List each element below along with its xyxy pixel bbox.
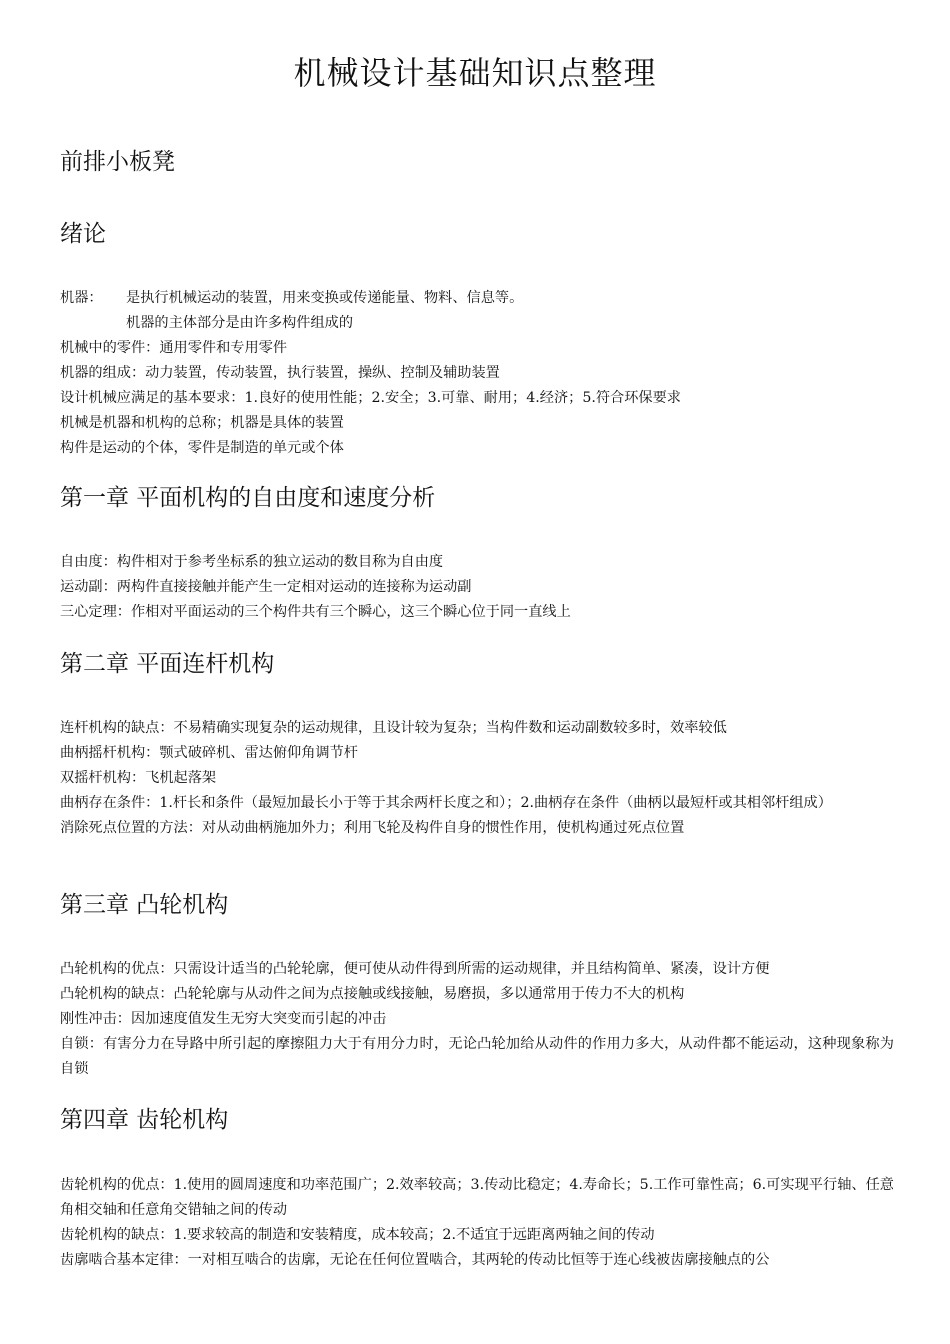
definition-term: 机器： xyxy=(60,290,103,306)
document-title: 机械设计基础知识点整理 xyxy=(293,54,657,92)
body-line: 设计机械应满足的基本要求：1.良好的使用性能；2.安全；3.可靠、耐用；4.经济；5.符合环保要求 xyxy=(60,390,681,406)
section-body-ch1 xyxy=(60,550,894,625)
section-body-intro xyxy=(60,286,894,461)
body-line: 自由度：构件相对于参考坐标系的独立运动的数目称为自由度 xyxy=(60,554,444,570)
section-heading-ch3: 第三章 凸轮机构 xyxy=(60,892,229,918)
body-line: 齿轮机构的优点：1.使用的圆周速度和功率范围广；2.效率较高；3.传动比稳定；4.寿命长；5.工作可靠性高；6.可实现平行轴、任意角相交轴和任意角交错轴之间的传动 xyxy=(60,1177,894,1218)
section-heading-intro: 绪论 xyxy=(60,221,106,247)
section-heading-ch2: 第二章 平面连杆机构 xyxy=(60,651,275,677)
section-body-ch3 xyxy=(60,957,894,1082)
section-body-ch4 xyxy=(60,1173,894,1273)
body-line: 凸轮机构的缺点：凸轮轮廓与从动件之间为点接触或线接触，易磨损，多以通常用于传力不大的机构 xyxy=(60,986,685,1002)
body-line: 齿廓啮合基本定律：一对相互啮合的齿廓，无论在任何位置啮合，其两轮的传动比恒等于连心线被齿廓接触点的公 xyxy=(60,1252,770,1268)
section-heading-ch4: 第四章 齿轮机构 xyxy=(60,1107,229,1133)
body-line: 曲柄摇杆机构：颚式破碎机、雷达俯仰角调节杆 xyxy=(60,745,358,761)
definition-machine xyxy=(60,286,894,311)
definition-text: 机器的主体部分是由许多构件组成的 xyxy=(126,315,354,331)
body-line: 消除死点位置的方法：对从动曲柄施加外力；利用飞轮及构件自身的惯性作用，使机构通过死点位置 xyxy=(60,820,685,836)
body-line: 构件是运动的个体，零件是制造的单元或个体 xyxy=(60,440,344,456)
body-line: 凸轮机构的优点：只需设计适当的凸轮轮廓，便可使从动件得到所需的运动规律，并且结构简单、紧凑，设计方便 xyxy=(60,961,770,977)
author-heading: 前排小板凳 xyxy=(60,149,175,175)
body-line: 机械中的零件：通用零件和专用零件 xyxy=(60,340,288,356)
body-line: 刚性冲击：因加速度值发生无穷大突变而引起的冲击 xyxy=(60,1011,387,1027)
body-line: 运动副：两构件直接接触并能产生一定相对运动的连接称为运动副 xyxy=(60,579,472,595)
body-line: 机器的组成：动力装置，传动装置，执行装置，操纵、控制及辅助装置 xyxy=(60,365,500,381)
definition-machine-body xyxy=(60,311,894,336)
body-line: 机械是机器和机构的总称；机器是具体的装置 xyxy=(60,415,344,431)
body-line: 双摇杆机构：飞机起落架 xyxy=(60,770,217,786)
body-line: 曲柄存在条件：1.杆长和条件（最短加最长小于等于其余两杆长度之和）；2.曲柄存在条件（曲柄以最短杆或其相邻杆组成） xyxy=(60,795,832,811)
body-line: 三心定理：作相对平面运动的三个构件共有三个瞬心，这三个瞬心位于同一直线上 xyxy=(60,604,571,620)
section-body-ch2 xyxy=(60,716,894,841)
body-line: 连杆机构的缺点：不易精确实现复杂的运动规律，且设计较为复杂；当构件数和运动副数较多时，效率较低 xyxy=(60,720,727,736)
definition-text: 是执行机械运动的装置，用来变换或传递能量、物料、信息等。 xyxy=(126,290,524,306)
section-heading-ch1: 第一章 平面机构的自由度和速度分析 xyxy=(60,485,436,511)
body-line: 自锁：有害分力在导路中所引起的摩擦阻力大于有用分力时，无论凸轮加给从动件的作用力多大，从动件都不能运动，这种现象称为自锁 xyxy=(60,1036,894,1077)
body-line: 齿轮机构的缺点：1.要求较高的制造和安装精度，成本较高；2.不适宜于远距离两轴之间的传动 xyxy=(60,1227,655,1243)
